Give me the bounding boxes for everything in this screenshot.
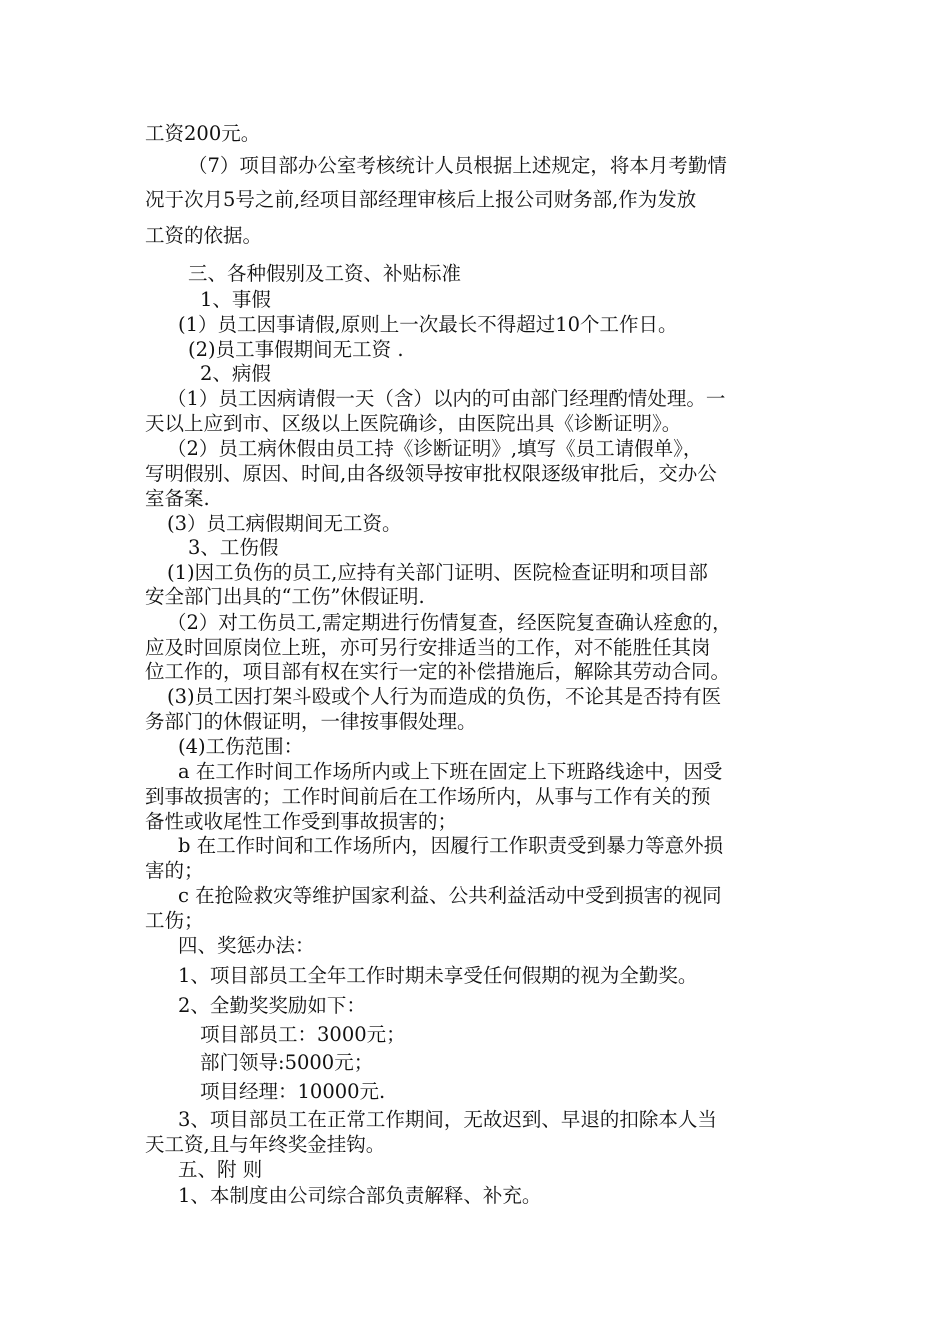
- text-line: 1、本制度由公司综合部负责解释、补充。: [178, 1184, 542, 1207]
- text-line: 项目经理：10000元.: [200, 1080, 386, 1103]
- text-line: （7）项目部办公室考核统计人员根据上述规定，将本月考勤情: [188, 154, 727, 177]
- text-line: (4)工伤范围：: [178, 735, 304, 758]
- text-line: 位工作的，项目部有权在实行一定的补偿措施后，解除其劳动合同。: [145, 660, 731, 683]
- text-line: 3、项目部员工在正常工作期间，无故迟到、早退的扣除本人当: [178, 1108, 717, 1131]
- text-line: 工伤；: [145, 909, 204, 932]
- text-line: 部门领导:5000元；: [200, 1051, 374, 1074]
- text-line: (2)员工事假期间无工资 .: [188, 338, 404, 361]
- text-line: 2、全勤奖奖励如下：: [178, 994, 366, 1017]
- subsection-heading: 1、事假: [200, 288, 271, 311]
- text-line: a 在工作时间工作场所内或上下班在固定上下班路线途中，因受: [178, 760, 723, 783]
- text-line: 工资的依据。: [145, 224, 263, 247]
- text-line: 工资200元。: [145, 122, 261, 145]
- subsection-heading: 2、病假: [200, 362, 271, 385]
- text-line: 务部门的休假证明，一律按事假处理。: [145, 710, 477, 733]
- text-line: 1、项目部员工全年工作时期未享受任何假期的视为全勤奖。: [178, 964, 698, 987]
- text-line: 写明假别、原因、时间,由各级领导按审批权限逐级审批后，交办公: [145, 462, 717, 485]
- section-heading: 五、附 则: [178, 1158, 263, 1181]
- text-line: 应及时回原岗位上班，亦可另行安排适当的工作，对不能胜任其岗: [145, 636, 711, 659]
- text-line: （2）员工病休假由员工持《诊断证明》,填写《员工请假单》，: [167, 437, 703, 460]
- section-heading: 三、各种假别及工资、补贴标准: [188, 262, 462, 285]
- text-line: 室备案.: [145, 487, 210, 510]
- text-line: 天工资,且与年终奖金挂钩。: [145, 1133, 386, 1156]
- text-line: 害的；: [145, 859, 204, 882]
- section-heading: 四、奖惩办法：: [178, 934, 315, 957]
- subsection-heading: 3、工伤假: [188, 536, 279, 559]
- text-line: 天以上应到市、区级以上医院确诊，由医院出具《诊断证明》。: [145, 412, 682, 435]
- text-line: （2）对工伤员工,需定期进行伤情复查，经医院复查确认痊愈的，: [167, 611, 732, 634]
- text-line: (3）员工病假期间无工资。: [167, 512, 402, 535]
- text-line: （1）员工因病请假一天（含）以内的可由部门经理酌情处理。一: [167, 387, 726, 410]
- text-line: (1）员工因事请假,原则上一次最长不得超过10个工作日。: [178, 313, 678, 336]
- text-line: 安全部门出具的“工伤”休假证明.: [145, 585, 425, 608]
- text-line: 况于次月5号之前,经项目部经理审核后上报公司财务部,作为发放: [145, 188, 697, 211]
- text-line: c 在抢险救灾等维护国家利益、公共利益活动中受到损害的视同: [178, 884, 722, 907]
- text-line: (3)员工因打架斗殴或个人行为而造成的负伤，不论其是否持有医: [167, 685, 722, 708]
- text-line: (1)因工负伤的员工,应持有关部门证明、医院检查证明和项目部: [167, 561, 708, 584]
- text-line: b 在工作时间和工作场所内，因履行工作职责受到暴力等意外损: [178, 834, 724, 857]
- text-line: 项目部员工：3000元；: [200, 1023, 406, 1046]
- text-line: 备性或收尾性工作受到事故损害的；: [145, 810, 458, 833]
- text-line: 到事故损害的；工作时间前后在工作场所内，从事与工作有关的预: [145, 785, 711, 808]
